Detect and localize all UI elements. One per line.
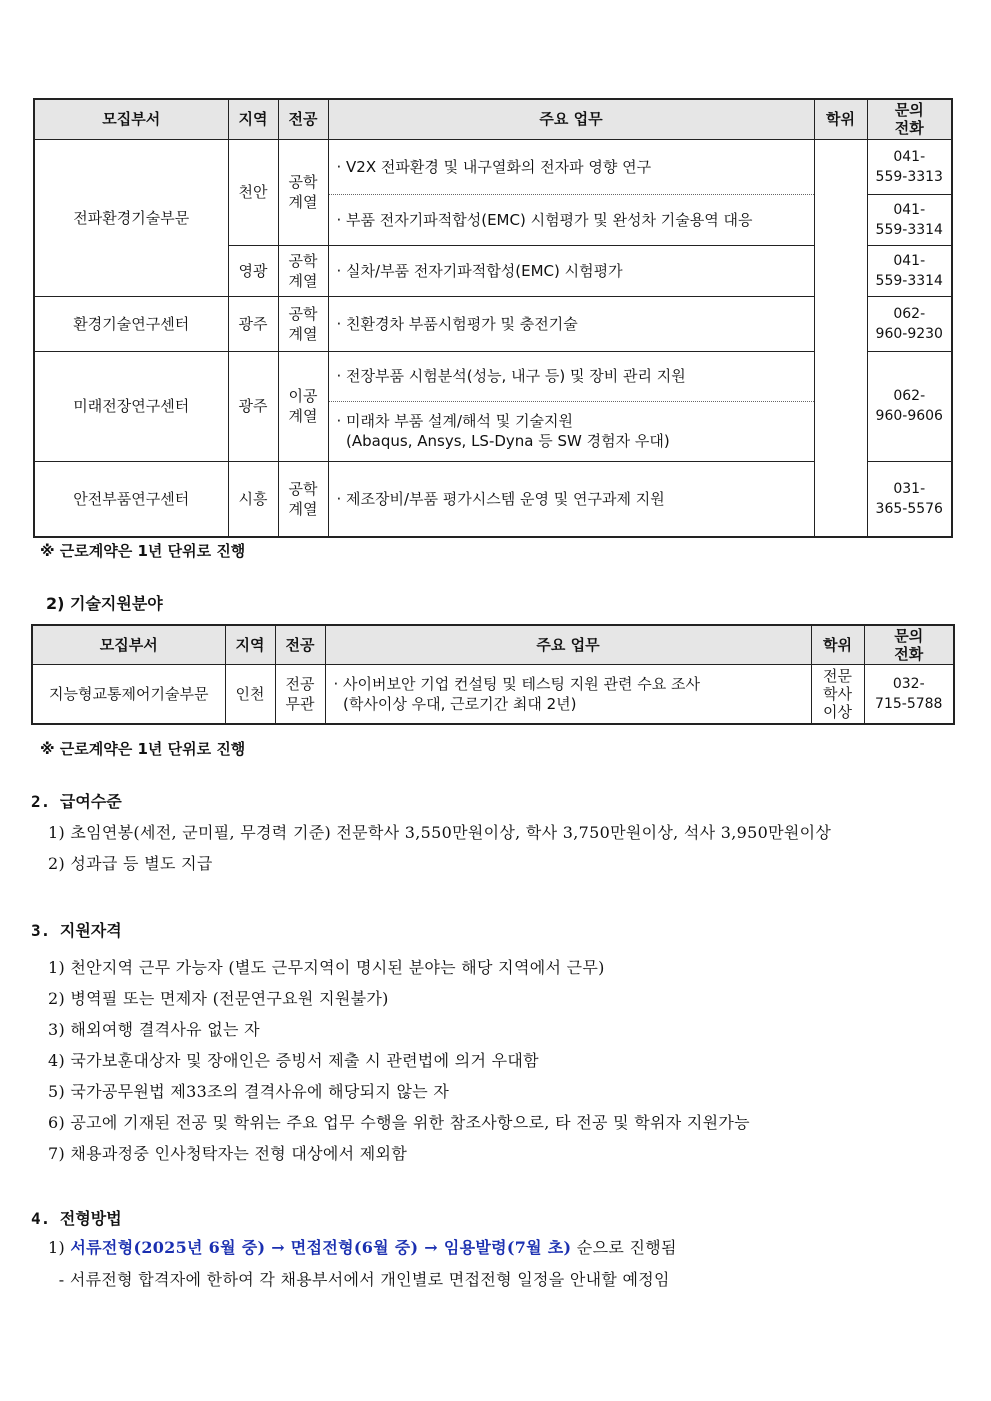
duty-cell: · 전장부품 시험분석(성능, 내구 등) 및 장비 관리 지원: [328, 351, 814, 401]
section-title-process: 4. 전형방법: [31, 1209, 122, 1228]
phone-cell: 041- 559-3314: [867, 194, 952, 245]
duty-cell: · 사이버보안 기업 컨설팅 및 테스팅 지원 관련 수요 조사 (학사이상 우대, 근로기간 최대 2년): [325, 664, 811, 724]
header-region: 지역: [225, 625, 275, 664]
major-cell: 이공 계열: [278, 351, 328, 461]
list-item: 5) 국가공무원법 제33조의 결격사유에 해당되지 않는 자: [48, 1082, 450, 1101]
header-duty: 주요 업무: [328, 99, 814, 139]
list-item: 7) 채용과정중 인사청탁자는 전형 대상에서 제외함: [48, 1144, 408, 1163]
process-line: [48, 1235, 677, 1258]
phone-cell: 032- 715-5788: [864, 664, 954, 724]
region-cell: 인천: [225, 664, 275, 724]
section-title-salary: 2. 급여수준: [31, 792, 122, 811]
dept-cell: 미래전장연구센터: [34, 351, 228, 461]
duty-cell: · V2X 전파환경 및 내구열화의 전자파 영향 연구: [328, 139, 814, 194]
recruitment-table-2: [31, 624, 955, 725]
list-item: 4) 국가보훈대상자 및 장애인은 증빙서 제출 시 관련법에 의거 우대함: [48, 1051, 539, 1070]
header-phone: 문의 전화: [867, 99, 952, 139]
process-highlight: 서류전형(2025년 6월 중) → 면접전형(6월 중) → 임용발령(7월 초): [70, 1238, 572, 1257]
list-item: 1) 천안지역 근무 가능자 (별도 근무지역이 명시된 분야는 해당 지역에서 근무): [48, 958, 605, 977]
header-major: 전공: [275, 625, 325, 664]
list-item: 1) 초임연봉(세전, 군미필, 무경력 기준) 전문학사 3,550만원이상, 학사 3,750만원이상, 석사 3,950만원이상: [48, 823, 832, 842]
header-dept: 모집부서: [32, 625, 225, 664]
header-phone: 문의 전화: [864, 625, 954, 664]
list-item: 2) 병역필 또는 면제자 (전문연구요원 지원불가): [48, 989, 389, 1008]
phone-cell: 062- 960-9230: [867, 296, 952, 351]
section-title-qualification: 3. 지원자격: [31, 921, 122, 940]
header-region: 지역: [228, 99, 278, 139]
phone-cell: 031- 365-5576: [867, 461, 952, 537]
header-major: 전공: [278, 99, 328, 139]
subsection-title: 2) 기술지원분야: [46, 594, 163, 613]
dept-cell: 전파환경기술부문: [34, 139, 228, 296]
region-cell: 시흥: [228, 461, 278, 537]
header-degree: 학위: [814, 99, 867, 139]
dept-cell: 안전부품연구센터: [34, 461, 228, 537]
major-cell: 전공 무관: [275, 664, 325, 724]
process-suffix: 순으로 진행됨: [571, 1238, 677, 1257]
header-duty: 주요 업무: [325, 625, 811, 664]
header-dept: 모집부서: [34, 99, 228, 139]
dept-cell: 지능형교통제어기술부문: [32, 664, 225, 724]
list-item: 6) 공고에 기재된 전공 및 학위는 주요 업무 수행을 위한 참조사항으로, 타 전공 및 학위자 지원가능: [48, 1113, 750, 1132]
region-cell: 영광: [228, 245, 278, 296]
phone-cell: 062- 960-9606: [867, 351, 952, 461]
header-degree: 학위: [811, 625, 864, 664]
major-cell: 공학 계열: [278, 461, 328, 537]
contract-note: ※ 근로계약은 1년 단위로 진행: [40, 740, 246, 758]
major-cell: 공학 계열: [278, 139, 328, 245]
duty-cell: · 제조장비/부품 평가시스템 운영 및 연구과제 지원: [328, 461, 814, 537]
duty-cell: · 친환경차 부품시험평가 및 충전기술: [328, 296, 814, 351]
region-cell: 광주: [228, 296, 278, 351]
list-item: 3) 해외여행 결격사유 없는 자: [48, 1020, 260, 1039]
process-prefix: 1): [48, 1238, 71, 1257]
degree-cell: [814, 139, 867, 537]
duty-cell: · 미래차 부품 설계/해석 및 기술지원 (Abaqus, Ansys, LS-Dyna 등 SW 경험자 우대): [328, 401, 814, 461]
duty-cell: · 부품 전자기파적합성(EMC) 시험평가 및 완성차 기술용역 대응: [328, 194, 814, 245]
duty-cell: · 실차/부품 전자기파적합성(EMC) 시험평가: [328, 245, 814, 296]
phone-cell: 041- 559-3314: [867, 245, 952, 296]
contract-note: ※ 근로계약은 1년 단위로 진행: [40, 542, 246, 560]
list-item: 2) 성과급 등 별도 지급: [48, 854, 213, 873]
region-cell: 광주: [228, 351, 278, 461]
major-cell: 공학 계열: [278, 296, 328, 351]
recruitment-table-1: [33, 98, 953, 538]
region-cell: 천안: [228, 139, 278, 245]
phone-cell: 041- 559-3313: [867, 139, 952, 194]
dept-cell: 환경기술연구센터: [34, 296, 228, 351]
major-cell: 공학 계열: [278, 245, 328, 296]
degree-cell: 전문 학사 이상: [811, 664, 864, 724]
process-note: - 서류전형 합격자에 한하여 각 채용부서에서 개인별로 면접전형 일정을 안내할 예정임: [48, 1270, 670, 1289]
